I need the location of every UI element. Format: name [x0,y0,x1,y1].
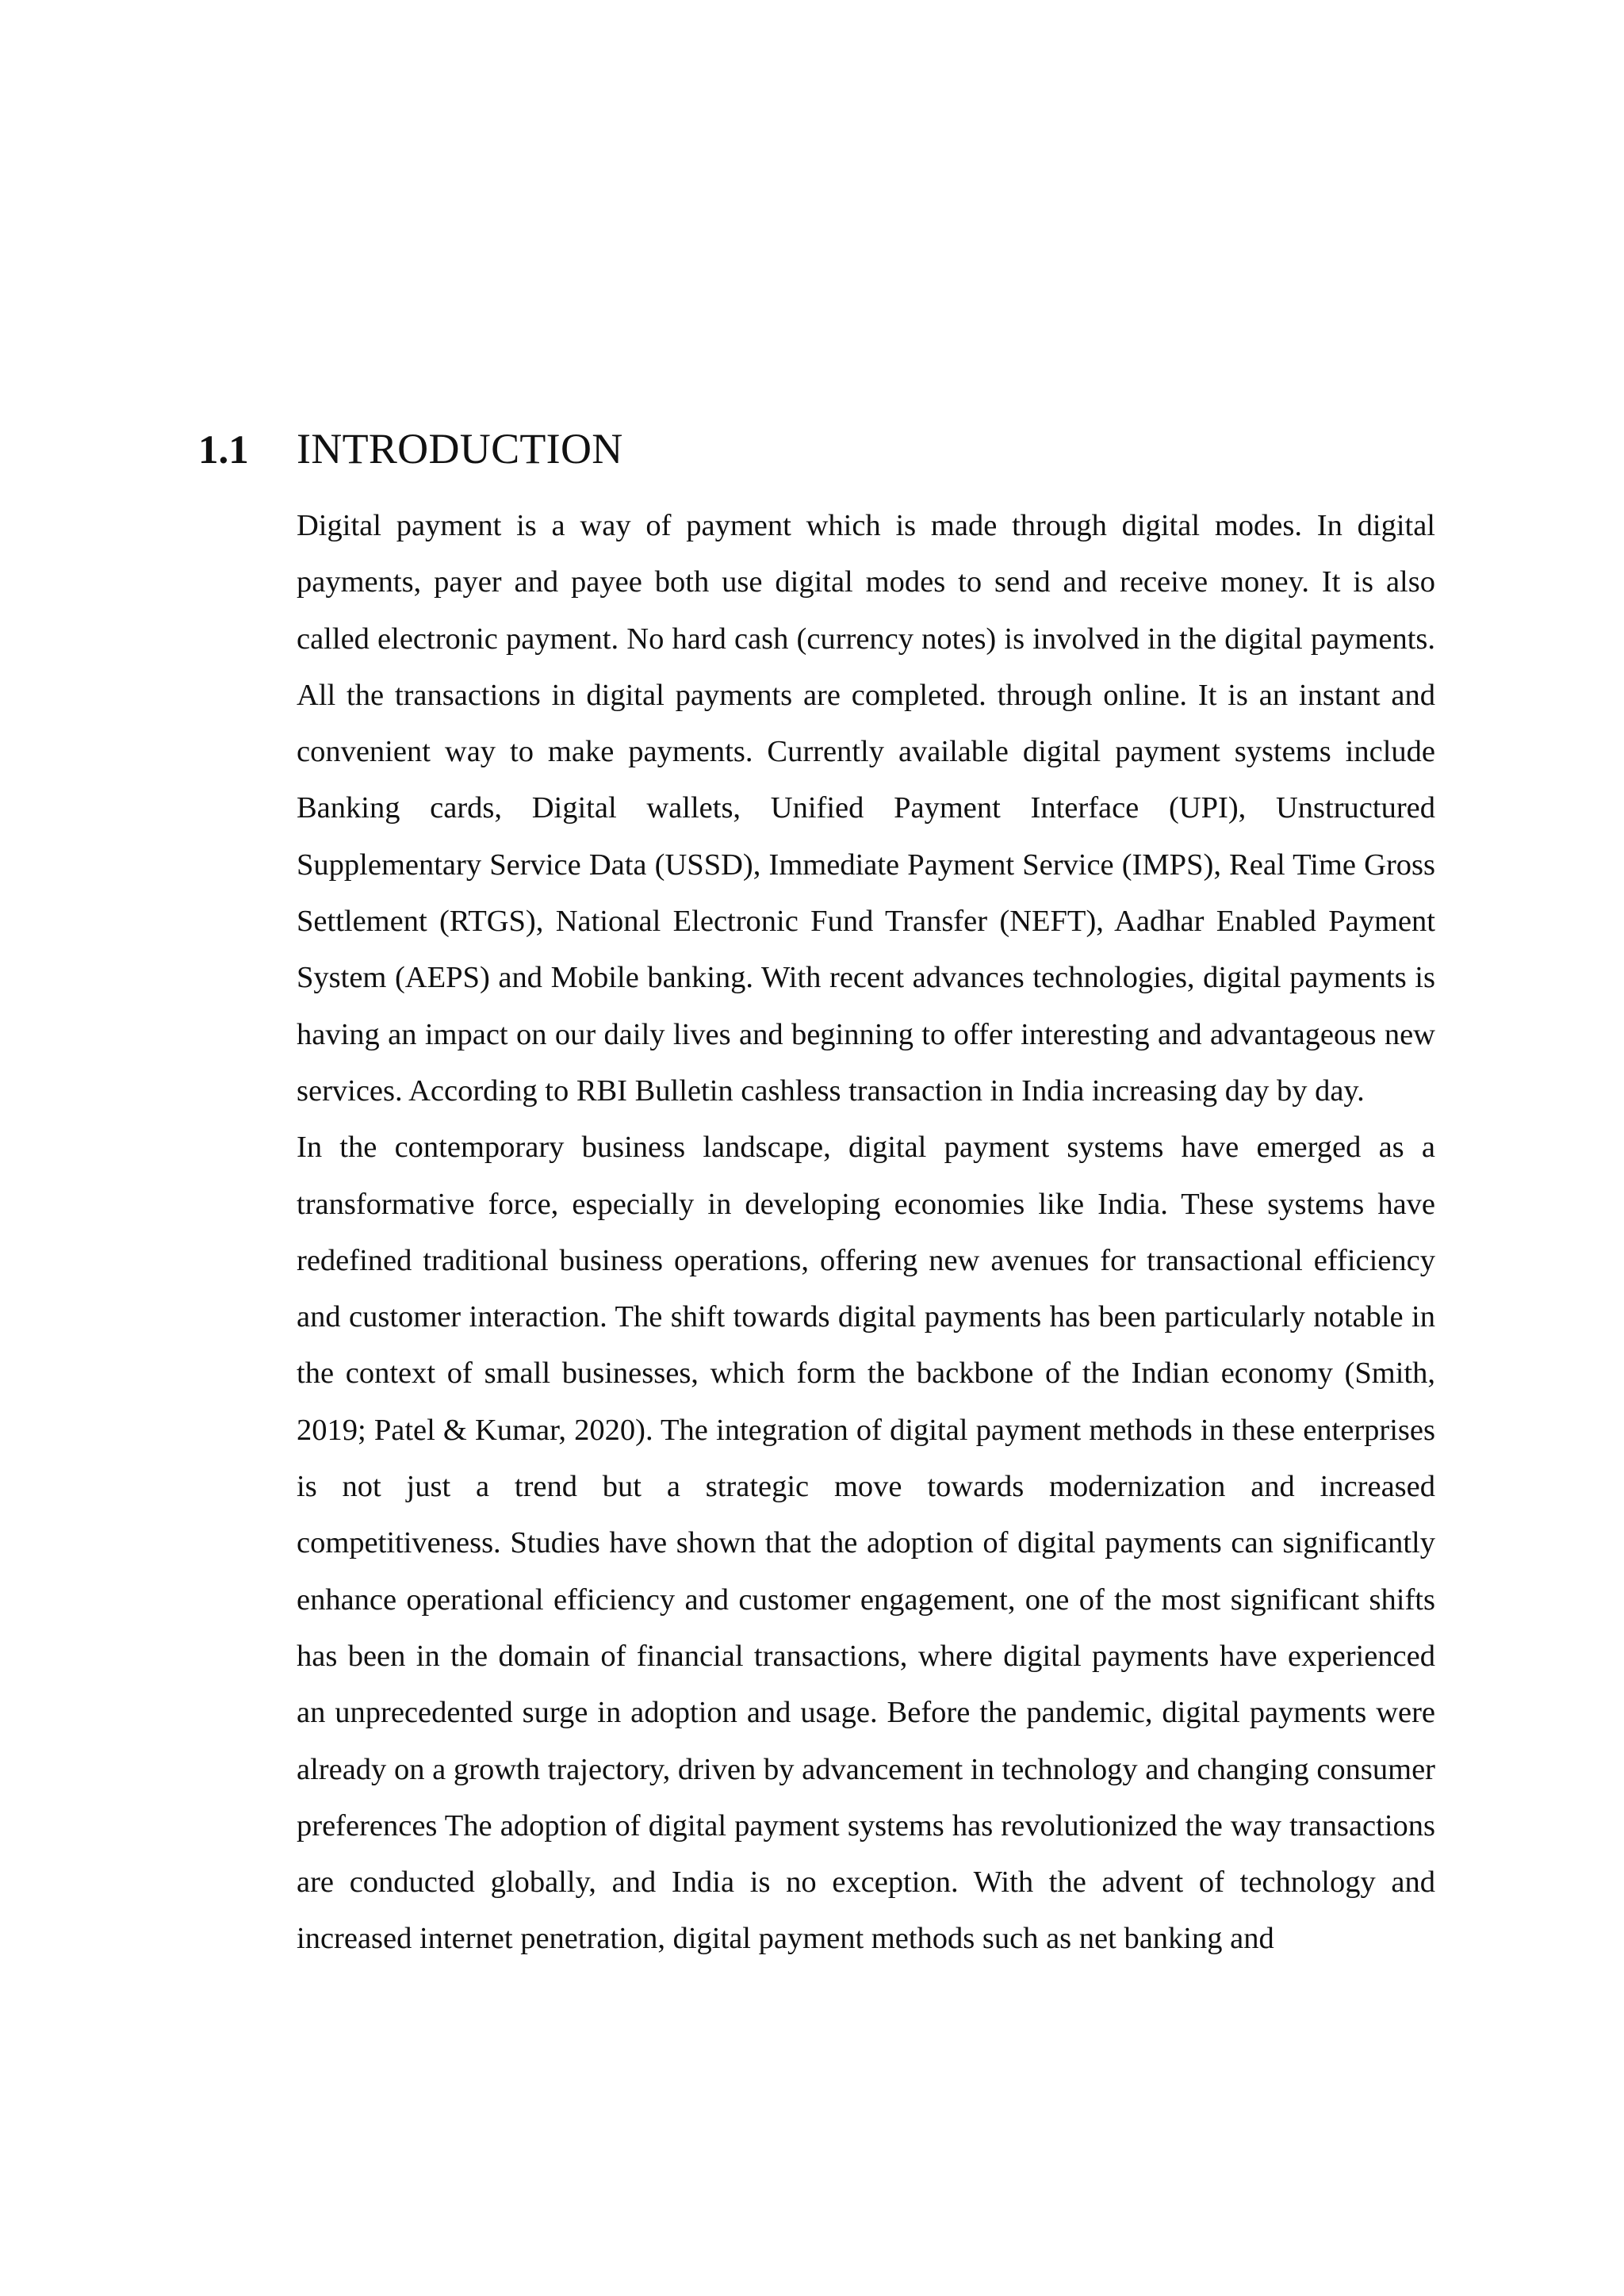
paragraph-1: Digital payment is a way of payment which is made through digital modes. In digital payments, payer and payee both use digital modes to send and receive money. It is also called electronic payment. No hard cash (currency notes) is involved in the digital payments. All the transactions in digital payments are completed. through online. It is an instant and convenient way to make payments. Currently available digital payment systems include Banking cards, Digital wallets, Unified Payment Interface (UPI), Unstructured Supplementary Service Data (USSD), Immediate Payment Service (IMPS), Real Time Gross Settlement (RTGS), National Electronic Fund Transfer (NEFT), Aadhar Enabled Payment System (AEPS) and Mobile banking. With recent advances technologies, digital payments is having an impact on our daily lives and beginning to offer interesting and advantageous new services. According to RBI Bulletin cashless transaction in India increasing day by day. [297,509,1435,1108]
section-title: INTRODUCTION [297,425,623,473]
body-text [297,498,1435,1968]
section-number: 1.1 [198,428,249,473]
paragraph-2: In the contemporary business landscape, digital payment systems have emerged as a transformative force, especially in developing economies like India. These systems have redefined traditional business operations, offering new avenues for transactional efficiency and customer interaction. The shift towards digital payments has been particularly notable in the context of small businesses, which form the backbone of the Indian economy (Smith, 2019; Patel & Kumar, 2020). The integration of digital payment methods in these enterprises is not just a trend but a strategic move towards modernization and increased competitiveness. Studies have shown that the adoption of digital payments can significantly enhance operational efficiency and customer engagement, one of the most significant shifts has been in the domain of financial transactions, where digital payments have experienced an unprecedented surge in adoption and usage. Before the pandemic, digital payments were already on a growth trajectory, driven by advancement in technology and changing consumer preferences The adoption of digital payment systems has revolutionized the way transactions are conducted globally, and India is no exception. With the advent of technology and increased internet penetration, digital payment methods such as net banking and [297,1131,1435,1956]
section-heading [198,424,1435,488]
